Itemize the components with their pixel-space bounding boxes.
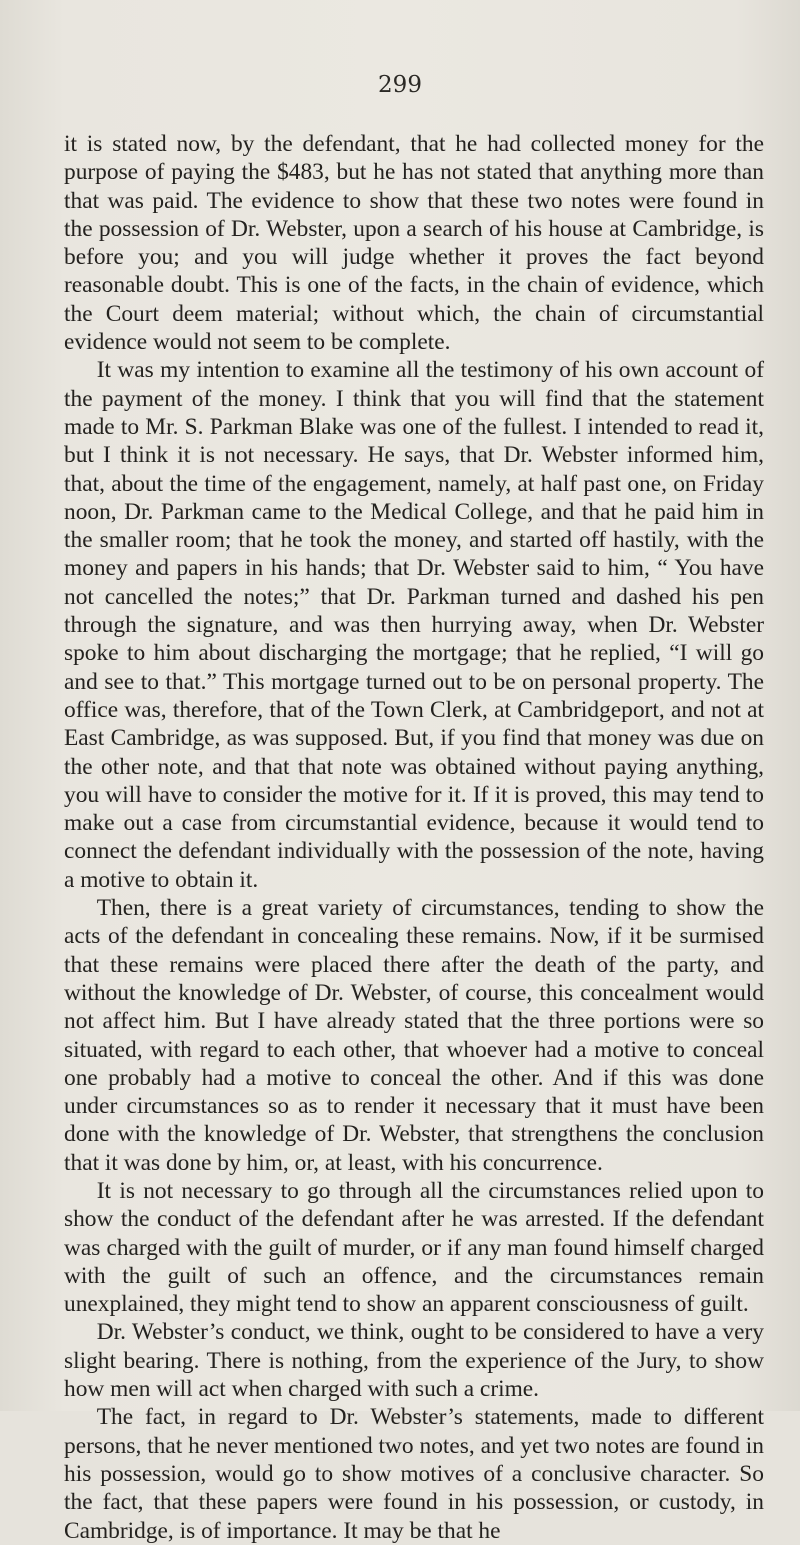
paragraph-3: Then, there is a great variety of circumstances, tending to show the acts of the defendant in concealing these remains. Now, if it be surmised that these remains were placed there after the death of the party, and without the knowledge of Dr. Webster, of course, this concealment would not affect him. But I have already stated that the three portions were so situated, with regard to each other, that whoever had a motive to conceal one probably had a motive to conceal the other. And if this was done under circumstances so as to render it necessary that it must have been done with the knowledge of Dr. Webster, that strengthens the conclusion that it was done by him, or, at least, with his concurrence.: [64, 895, 764, 1176]
page-number: 299: [378, 72, 422, 98]
paragraph-5: Dr. Webster’s conduct, we think, ought to be considered to have a very slight bearing. There is nothing, from the experience of the Jury, to show how men will act when charged with such a crime.: [64, 1319, 764, 1403]
paragraph-2: It was my intention to examine all the testimony of his own account of the payment of the money. I think that you will find that the statement made to Mr. S. Parkman Blake was one of the fullest. I intended to read it, but I think it is not necessary. He says, that Dr. Webster informed him, that, about the time of the engagement, namely, at half past one, on Friday noon, Dr. Parkman came to the Medical College, and that he paid him in the smaller room; that he took the money, and started off hastily, with the money and papers in his hands; that Dr. Webster said to him, “ You have not cancelled the notes;” that Dr. Parkman turned and dashed his pen through the signature, and was then hurrying away, when Dr. Webster spoke to him about discharging the mortgage; that he replied, “I will go and see to that.” This mortgage turned out to be on personal property. The office was, therefore, that of the Town Clerk, at Cambridgeport, and not at East Cambridge, as was supposed. But, if you find that money was due on the other note, and that that note was obtained without paying anything, you will have to consider the motive for it. If it is proved, this may tend to make out a case from circumstantial evidence, because it would tend to connect the defendant individually with the possession of the note, having a motive to obtain it.: [64, 357, 764, 893]
body-text: [64, 130, 764, 1545]
paragraph-4: It is not necessary to go through all the circumstances relied upon to show the conduct of the defendant after he was arrested. If the defendant was charged with the guilt of murder, or if any man found himself charged with the guilt of such an offence, and the circumstances remain unexplained, they might tend to show an apparent consciousness of guilt.: [64, 1177, 764, 1318]
paragraph-6: The fact, in regard to Dr. Webster’s statements, made to different persons, that he never mentioned two notes, and yet two notes are found in his possession, would go to show motives of a conclusive character. So the fact, that these papers were found in his possession, or custody, in Cambridge, is of importance. It may be that he: [64, 1404, 764, 1544]
paragraph-1: it is stated now, by the defendant, that he had collected money for the purpose of paying the $483, but he has not stated that anything more than that was paid. The evidence to show that these two notes were found in the possession of Dr. Webster, upon a search of his house at Cambridge, is before you; and you will judge whether it proves the fact beyond reasonable doubt. This is one of the facts, in the chain of evidence, which the Court deem material; without which, the chain of circumstantial evidence would not seem to be complete.: [64, 131, 764, 356]
